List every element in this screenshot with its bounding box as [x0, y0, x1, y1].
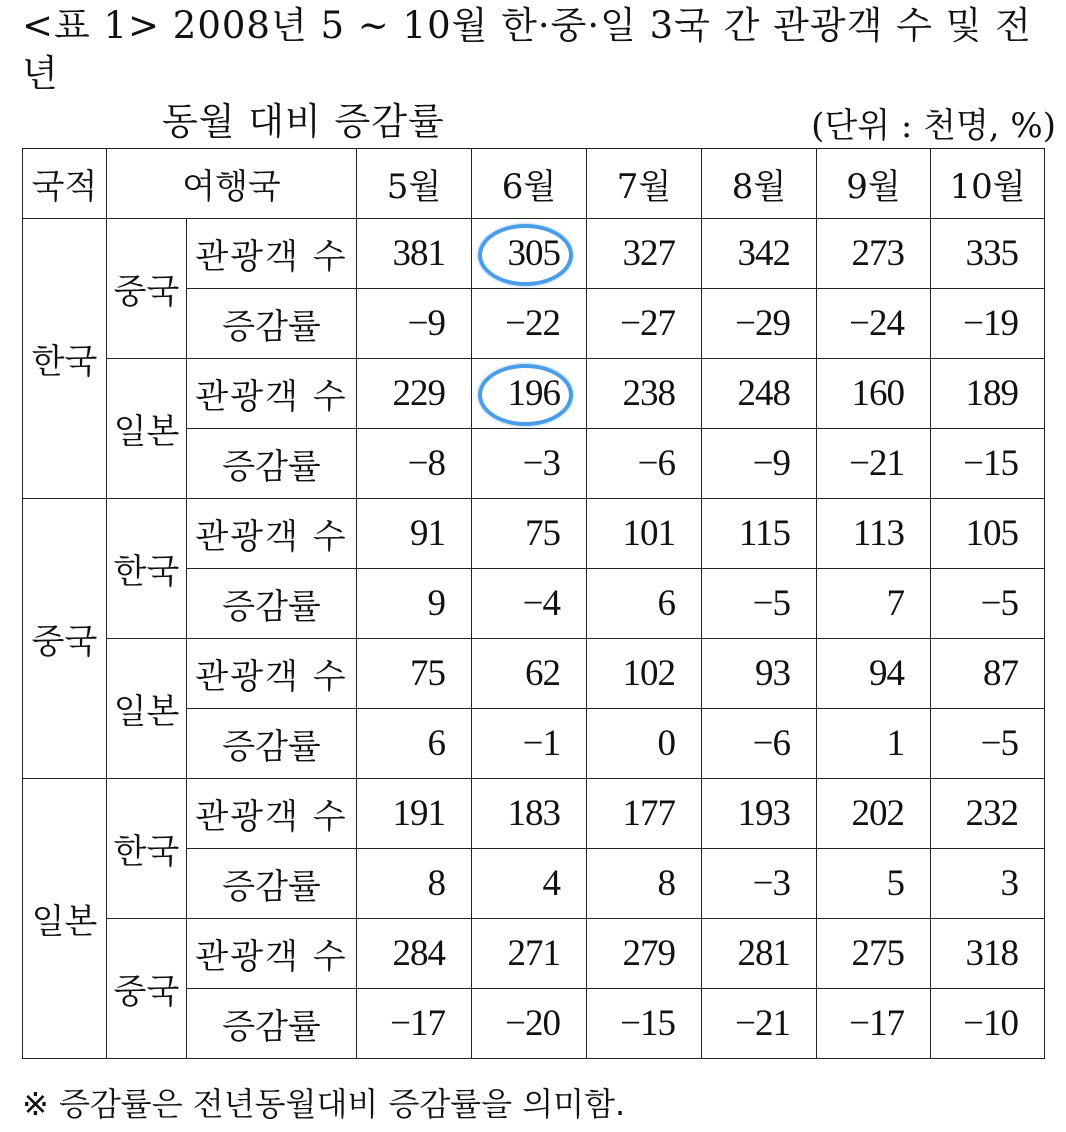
nationality-cell: 일본: [23, 779, 107, 1059]
rate-value: 3: [931, 849, 1045, 919]
tourists-value: 284: [357, 919, 472, 989]
rate-value: 0: [587, 709, 702, 779]
tourists-value: 94: [817, 639, 931, 709]
rate-value: 6: [587, 569, 702, 639]
rate-label: 증감률: [187, 289, 357, 359]
tourists-value: 177: [587, 779, 702, 849]
tourists-value: 113: [817, 499, 931, 569]
highlight-circle: [478, 224, 573, 286]
destination-cell: 한국: [107, 499, 187, 639]
header-destination: 여행국: [107, 149, 357, 219]
tourists-value: 62: [472, 639, 587, 709]
rate-value: −5: [931, 709, 1045, 779]
table-row: [23, 639, 1045, 709]
tourists-label: 관광객 수: [187, 499, 357, 569]
rate-value: 8: [587, 849, 702, 919]
nationality-cell: 중국: [23, 499, 107, 779]
header-row: [23, 149, 1045, 219]
rate-value: −1: [472, 709, 587, 779]
tourists-value: 335: [931, 219, 1045, 289]
destination-cell: 일본: [107, 359, 187, 499]
rate-value: −15: [931, 429, 1045, 499]
rate-value: −10: [931, 989, 1045, 1059]
tourists-value: 318: [931, 919, 1045, 989]
rate-value: −17: [357, 989, 472, 1059]
rate-value: 7: [817, 569, 931, 639]
rate-value: −9: [357, 289, 472, 359]
table-body: [23, 219, 1045, 1059]
tourists-label: 관광객 수: [187, 639, 357, 709]
tourists-value: 87: [931, 639, 1045, 709]
tourists-value: 196: [472, 359, 587, 429]
tourists-value: 342: [702, 219, 817, 289]
tourists-value: 273: [817, 219, 931, 289]
rate-value: 8: [357, 849, 472, 919]
rate-value: −29: [702, 289, 817, 359]
tourists-label: 관광객 수: [187, 779, 357, 849]
tourists-value: 75: [472, 499, 587, 569]
tourists-value: 229: [357, 359, 472, 429]
rate-value: −17: [817, 989, 931, 1059]
tourists-value: 275: [817, 919, 931, 989]
header-month: 7월: [587, 149, 702, 219]
tourists-label: 관광객 수: [187, 219, 357, 289]
rate-value: −5: [931, 569, 1045, 639]
unit-label: (단위 : 천명, %): [811, 106, 1056, 146]
header-nationality: 국적: [23, 149, 107, 219]
rate-value: −6: [702, 709, 817, 779]
tourists-value: 232: [931, 779, 1045, 849]
tourists-value: 193: [702, 779, 817, 849]
rate-value: −21: [702, 989, 817, 1059]
header-month: 6월: [472, 149, 587, 219]
rate-value: −6: [587, 429, 702, 499]
rate-label: 증감률: [187, 849, 357, 919]
tourists-value: 238: [587, 359, 702, 429]
rate-value: 1: [817, 709, 931, 779]
tourists-value: 271: [472, 919, 587, 989]
tourists-value: 279: [587, 919, 702, 989]
destination-cell: 중국: [107, 919, 187, 1059]
destination-cell: 한국: [107, 779, 187, 919]
header-month: 9월: [817, 149, 931, 219]
tourists-value: 160: [817, 359, 931, 429]
destination-cell: 중국: [107, 219, 187, 359]
destination-cell: 일본: [107, 639, 187, 779]
rate-value: 5: [817, 849, 931, 919]
rate-value: −8: [357, 429, 472, 499]
rate-value: 9: [357, 569, 472, 639]
footnote: ※ 증감률은 전년동월대비 증감률을 의미함.: [22, 1085, 626, 1123]
header-month: 8월: [702, 149, 817, 219]
rate-value: −4: [472, 569, 587, 639]
header-month: 5월: [357, 149, 472, 219]
tourists-value: 101: [587, 499, 702, 569]
rate-value: 6: [357, 709, 472, 779]
tourists-value: 189: [931, 359, 1045, 429]
tourists-value: 248: [702, 359, 817, 429]
tourists-value: 91: [357, 499, 472, 569]
tourists-value: 93: [702, 639, 817, 709]
tourists-label: 관광객 수: [187, 359, 357, 429]
tourists-value: 327: [587, 219, 702, 289]
tourists-value: 75: [357, 639, 472, 709]
rate-value: −27: [587, 289, 702, 359]
rate-label: 증감률: [187, 569, 357, 639]
tourists-label: 관광객 수: [187, 919, 357, 989]
rate-value: −22: [472, 289, 587, 359]
rate-value: −3: [702, 849, 817, 919]
rate-value: −3: [472, 429, 587, 499]
tourists-value: 183: [472, 779, 587, 849]
table-row: [23, 499, 1045, 569]
table-row: [23, 919, 1045, 989]
rate-value: −24: [817, 289, 931, 359]
tourists-value: 281: [702, 919, 817, 989]
rate-value: −5: [702, 569, 817, 639]
tourists-value: 202: [817, 779, 931, 849]
rate-value: 4: [472, 849, 587, 919]
title-line-2: 동월 대비 증감률: [162, 100, 445, 143]
tourists-value: 115: [702, 499, 817, 569]
rate-label: 증감률: [187, 709, 357, 779]
nationality-cell: 한국: [23, 219, 107, 499]
rate-value: −21: [817, 429, 931, 499]
tourists-value: 305: [472, 219, 587, 289]
tourists-value: 191: [357, 779, 472, 849]
rate-value: −20: [472, 989, 587, 1059]
rate-value: −15: [587, 989, 702, 1059]
header-month: 10월: [931, 149, 1045, 219]
tourists-value: 102: [587, 639, 702, 709]
highlight-circle: [478, 364, 573, 426]
rate-label: 증감률: [187, 429, 357, 499]
tourists-value: 381: [357, 219, 472, 289]
rate-value: −19: [931, 289, 1045, 359]
rate-label: 증감률: [187, 989, 357, 1059]
tourists-value: 105: [931, 499, 1045, 569]
title-line-1: <표 1> 2008년 5 ~ 10월 한·중·일 3국 간 관광객 수 및 전년: [22, 4, 1032, 95]
rate-value: −9: [702, 429, 817, 499]
table-row: [23, 779, 1045, 849]
